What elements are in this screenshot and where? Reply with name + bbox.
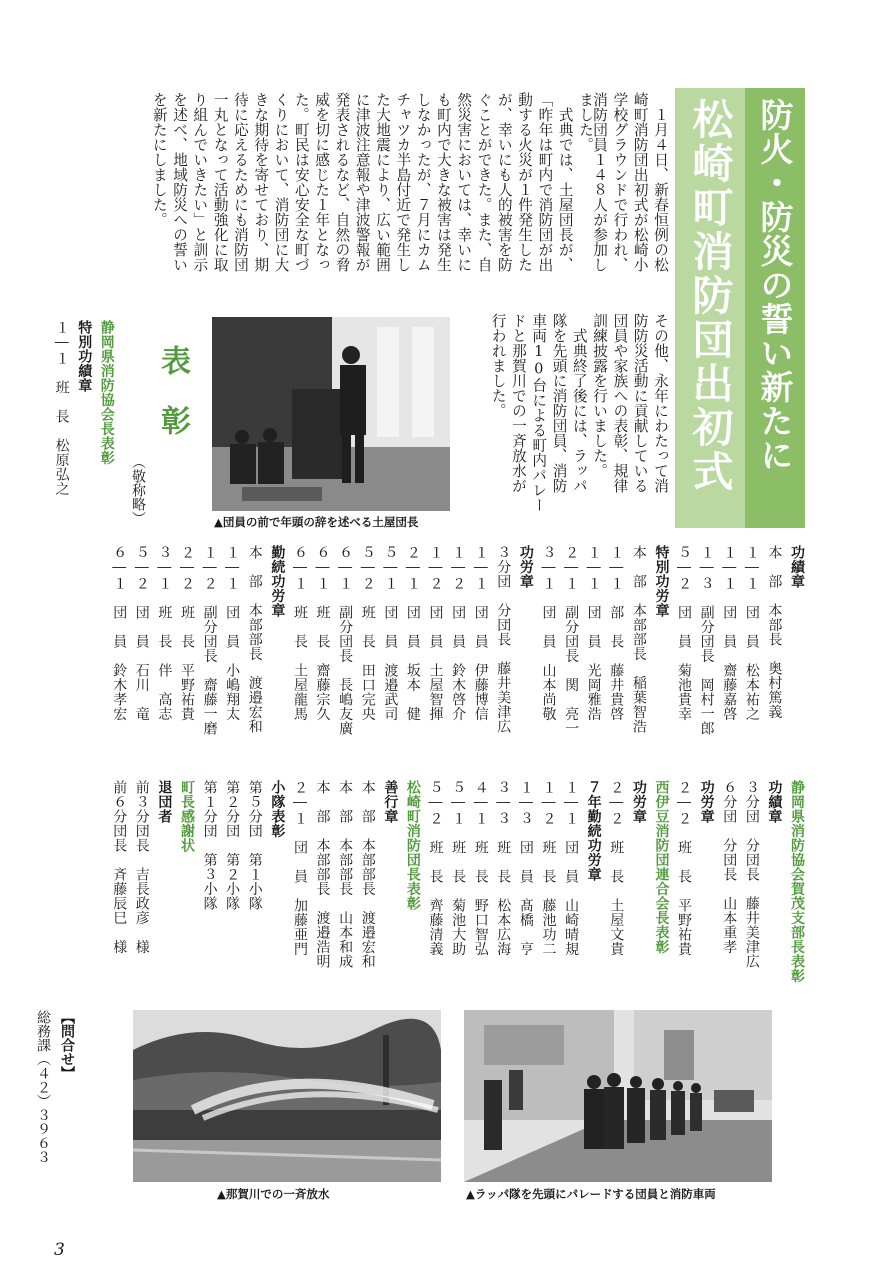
article-line: 発表されるなど、自然の脅 bbox=[333, 92, 351, 272]
award-line: ５―２ 班 長 齊藤清義 bbox=[427, 780, 444, 956]
award-line: １―２ 副分団長 齋藤一磨 bbox=[201, 545, 218, 736]
article-line: 団員や家族への表彰、規律 bbox=[611, 313, 629, 493]
article-line: 訓練披露を行いました。 bbox=[591, 313, 609, 478]
award-line: 勤続功労章 bbox=[269, 545, 286, 618]
award-line: 本 部 本部部長 渡邉宏和 bbox=[246, 545, 263, 734]
article-line: 行われました。 bbox=[489, 313, 507, 418]
award-line: 特別功労章 bbox=[653, 545, 670, 618]
article-line: その他、永年にわたって消 bbox=[652, 313, 669, 493]
award-line: ５―２ 団 員 石川 竜 bbox=[133, 545, 150, 721]
award-line: １―１ 部 長 藤井貴啓 bbox=[608, 545, 625, 721]
award-line: ６分団 分団長 山本重孝 bbox=[721, 780, 738, 954]
article-line: ドと那賀川での一斉放水が bbox=[509, 313, 527, 493]
award-line: 静岡県消防協会賀茂支部長表彰 bbox=[789, 780, 805, 983]
award-line: １―１ 団 員 光岡雅浩 bbox=[585, 545, 602, 721]
article-body-left bbox=[148, 92, 595, 307]
award-line: 特別功績章 bbox=[76, 320, 93, 393]
contact-label: 【問合せ】 bbox=[59, 1010, 75, 1080]
award-line: 静岡県消防協会長表彰 bbox=[98, 320, 115, 465]
award-line: ４―１ 班 長 野口智弘 bbox=[472, 780, 489, 956]
award-line: １―１ 団 員 山崎晴規 bbox=[563, 780, 580, 956]
award-line: 町長感謝状 bbox=[178, 780, 195, 853]
article-line: 式典終了後には、ラッパ bbox=[570, 313, 588, 493]
award-line: １―１ 団 員 松本祐之 bbox=[743, 545, 760, 721]
award-line: 功労章 bbox=[517, 545, 534, 589]
award-line: 本 部 本部部長 稲葉智浩 bbox=[630, 545, 647, 734]
article-line: チャツカ半島付近で発生し bbox=[394, 92, 412, 272]
article-line: 隊を先頭に消防団員、消防 bbox=[550, 313, 568, 493]
article-line: ぐことができた。また、自 bbox=[475, 92, 493, 272]
award-line: ２―１ 団 員 坂本 健 bbox=[404, 545, 421, 721]
award-line: 第５分団 第１小隊 bbox=[246, 780, 263, 911]
photo-parade-image bbox=[464, 1010, 772, 1182]
photo-water-discharge-image bbox=[133, 1010, 441, 1182]
award-line: ２―２ 班 長 土屋文貴 bbox=[608, 780, 625, 956]
award-line: 功績章 bbox=[766, 780, 783, 824]
hyosho-heading: 表 彰 bbox=[155, 345, 190, 435]
page-number: 3 bbox=[54, 1240, 65, 1260]
award-line: 功績章 bbox=[789, 545, 805, 589]
article-line: 然災害においては、幸いに bbox=[455, 92, 473, 272]
article-body-right bbox=[589, 92, 670, 297]
article-line: 式典では、土屋団長が、 bbox=[556, 92, 574, 272]
article-line: た。町民は安心安全な町づ bbox=[292, 92, 310, 272]
award-line: 前３分団長 吉長政彦 様 bbox=[133, 780, 150, 954]
award-line: 退団者 bbox=[156, 780, 173, 824]
award-line: １―２ 団 員 鈴木啓介 bbox=[450, 545, 467, 721]
award-line: ２―２ 班 長 平野祐貴 bbox=[178, 545, 195, 721]
award-line: ３―３ 班 長 松本広海 bbox=[495, 780, 512, 956]
award-line: ５―２ 班 長 田口完央 bbox=[359, 545, 376, 721]
hyosho-note: （敬称略） bbox=[130, 455, 146, 525]
award-line: ５―１ 団 員 渡邉武司 bbox=[382, 545, 399, 721]
award-line: 松崎町消防団長表彰 bbox=[404, 780, 421, 911]
article-line: も町内で大きな被害は発生 bbox=[434, 92, 452, 272]
photo-chief-speech bbox=[212, 317, 450, 511]
article-line: １月４日、新春恒例の松 bbox=[652, 92, 669, 272]
award-line: 本 部 本部部長 山本和成 bbox=[337, 780, 354, 969]
article-line: 一丸となって活動強化に取 bbox=[211, 92, 229, 272]
award-line: ２―１ 副分団長 関 亮一 bbox=[563, 545, 580, 736]
award-line: １―１ 班 長 松原弘之 bbox=[53, 320, 70, 496]
award-line: ３分団 分団長 藤井美津広 bbox=[743, 780, 760, 969]
caption-photo2: ▲那賀川での一斉放水 bbox=[217, 1187, 330, 1201]
article-line: 威を切に感じた１年となっ bbox=[313, 92, 331, 272]
contact-text: 総務課（４２）３９６３ bbox=[35, 1010, 51, 1164]
award-line: １―２ 班 長 藤池功二 bbox=[540, 780, 557, 956]
photo-water-discharge bbox=[133, 1010, 441, 1182]
award-line: 功労章 bbox=[630, 780, 647, 824]
award-line: ２―１ 団 員 加藤亜門 bbox=[291, 780, 308, 956]
award-line: １―１ 団 員 小嶋翔太 bbox=[224, 545, 241, 721]
award-line: 本 部 本部部長 渡邉宏和 bbox=[359, 780, 376, 969]
article-line: 動する火災が１件発生した bbox=[516, 92, 534, 272]
caption-photo1: ▲団員の前で年頭の辞を述べる土屋団長 bbox=[214, 515, 419, 529]
article-line: きな期待を寄せており、期 bbox=[252, 92, 270, 272]
award-line: １―３ 団 員 髙橋 亨 bbox=[517, 780, 534, 956]
award-line: 前６分団長 斉藤辰巳 様 bbox=[111, 780, 128, 954]
award-line: ３―１ 班 長 伴 高志 bbox=[156, 545, 173, 721]
article-line: に津波注意報や津波警報が bbox=[353, 92, 371, 272]
article-line: を新たにしました。 bbox=[150, 92, 168, 227]
award-line: ６―１ 班 長 土屋龍馬 bbox=[291, 545, 308, 721]
article-line: 防防災活動に貢献している bbox=[631, 313, 649, 493]
article-line: り組んでいきたい」と訓示 bbox=[191, 92, 209, 272]
award-line: ２―２ 班 長 平野祐貴 bbox=[676, 780, 693, 956]
award-line: ６―１ 班 長 齋藤宗久 bbox=[314, 545, 331, 721]
award-line: 功労章 bbox=[698, 780, 715, 824]
award-line: ６―１ 団 員 鈴木孝宏 bbox=[111, 545, 128, 721]
article-line: を述べ、地域防災への誓い bbox=[171, 92, 189, 272]
award-line: 第１分団 第３小隊 bbox=[201, 780, 218, 911]
award-line: 本 部 本部長 奥村篤義 bbox=[766, 545, 783, 719]
award-line: 第２分団 第２小隊 bbox=[224, 780, 241, 911]
award-line: 小隊表彰 bbox=[269, 780, 286, 838]
award-line: ６―１ 副分団長 長嶋友廣 bbox=[337, 545, 354, 736]
article-line: が、幸いにも人的被害を防 bbox=[495, 92, 513, 272]
award-line: ３―１ 団 員 山本尚敬 bbox=[540, 545, 557, 721]
award-line: ５―２ 団 員 菊池貴幸 bbox=[676, 545, 693, 721]
title-line1: 防火・防災の誓い新たに bbox=[755, 98, 795, 472]
caption-photo3: ▲ラッパ隊を先頭にパレードする団員と消防車両 bbox=[466, 1187, 716, 1201]
article-line: 学校グラウンドで行われ、 bbox=[611, 92, 629, 272]
award-line: ７年勤続功労章 bbox=[585, 780, 602, 882]
award-line: １―１ 団 員 伊藤博信 bbox=[472, 545, 489, 721]
article-line: 「昨年は町内で消防団が出 bbox=[536, 92, 554, 272]
photo-chief-speech-image bbox=[212, 317, 450, 511]
article-line: ました。 bbox=[577, 92, 594, 152]
title-line1-band bbox=[745, 88, 805, 528]
article-line: しなかったが、７月にカム bbox=[414, 92, 432, 272]
article-body-lower bbox=[487, 313, 670, 518]
article-line: 崎町消防団出初式が松崎小 bbox=[631, 92, 649, 272]
awards-bot bbox=[108, 780, 808, 990]
award-line: ５―１ 班 長 菊池大助 bbox=[450, 780, 467, 956]
article-line: 車両10台による町内パレー bbox=[530, 313, 548, 513]
awards-top bbox=[50, 320, 118, 525]
article-line: くりにおいて、消防団に大 bbox=[272, 92, 290, 272]
award-line: １―３ 副分団長 岡村一郎 bbox=[698, 545, 715, 736]
article-line: た大地震により、広い範囲 bbox=[374, 92, 392, 272]
award-line: １―１ 団 員 齋藤嘉啓 bbox=[721, 545, 738, 721]
article-line: 消防団員１４８人が参加し bbox=[591, 92, 609, 272]
award-line: ３分団 分団長 藤井美津広 bbox=[495, 545, 512, 734]
photo-parade bbox=[464, 1010, 772, 1182]
title-line2: 松崎町消防団出初式 bbox=[685, 98, 734, 494]
title-line2-band bbox=[675, 88, 745, 528]
award-line: １―２ 団 員 土屋智揮 bbox=[427, 545, 444, 721]
award-line: 西伊豆消防団連合会長表彰 bbox=[653, 780, 670, 954]
award-line: 善行章 bbox=[382, 780, 399, 824]
awards-mid bbox=[108, 545, 808, 765]
article-line: 待に応えるためにも消防団 bbox=[231, 92, 249, 272]
award-line: 本 部 本部部長 渡邉浩明 bbox=[314, 780, 331, 969]
contact-block bbox=[56, 1010, 78, 1080]
